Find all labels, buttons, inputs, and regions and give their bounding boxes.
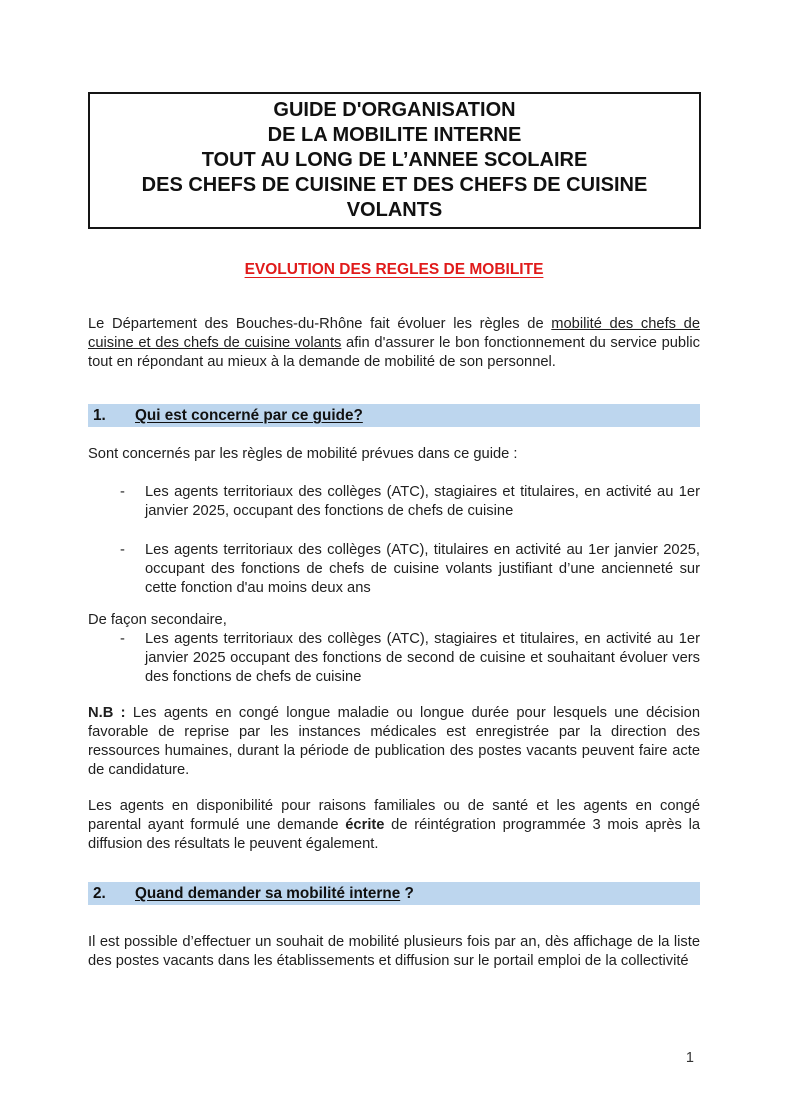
bullet-list	[88, 483, 700, 598]
secondary-bullet-list	[88, 630, 700, 687]
availability-bold-word: écrite	[345, 817, 385, 833]
title-line-5: VOLANTS	[346, 199, 443, 221]
section-2-paragraph: Il est possible d’effectuer un souhait de mobilité plusieurs fois par an, dès affichage de la liste des postes vacants dans les établissements et diffusion sur le portail emploi de la collectivité	[88, 934, 700, 969]
main-heading	[88, 260, 700, 280]
intro-text-2: afin d'assurer le bon fonctionnement du service public tout en répondant au mieux à la demande de mobilité de son personnel.	[88, 335, 700, 370]
secondary-intro: De façon secondaire,	[88, 612, 227, 628]
title-line-4: DES CHEFS DE CUISINE ET DES CHEFS DE CUISINE	[141, 174, 648, 196]
section-2-title-suffix: ?	[400, 885, 414, 902]
intro-underlined-text: mobilité des chefs de cuisine et des chefs de cuisine volants	[88, 316, 700, 351]
availability-paragraph	[88, 797, 700, 854]
section-2-number: 2.	[93, 885, 106, 902]
title-box	[88, 92, 701, 229]
intro-paragraph	[88, 315, 700, 372]
availability-text-1: Les agents en disponibilité pour raisons familiales ou de santé et les agents en congé parental ayant formulé une demande	[88, 798, 700, 833]
main-heading-text: EVOLUTION DES REGLES DE MOBILITE	[244, 261, 544, 278]
section-2-title: Quand demander sa mobilité interne	[135, 885, 401, 902]
title-line-2: DE LA MOBILITE INTERNE	[267, 124, 522, 146]
availability-text-2: de réintégration programmée 3 mois après la diffusion des résultats le peuvent également.	[88, 817, 700, 852]
page-number: 1	[685, 1050, 694, 1066]
list-item: - Les agents territoriaux des collèges (ATC), stagiaires et titulaires, en activité au 1er janvier 2025, occupant des fonctions de chefs de cuisine	[88, 483, 700, 521]
nb-label: N.B :	[88, 705, 126, 721]
title-line-3: TOUT AU LONG DE L’ANNEE SCOLAIRE	[201, 149, 588, 171]
intro-text-1: Le Département des Bouches-du-Rhône fait évoluer les règles de	[88, 316, 552, 332]
section-1-lead: Sont concernés par les règles de mobilité prévues dans ce guide :	[88, 446, 518, 462]
list-item: - Les agents territoriaux des collèges (ATC), titulaires en activité au 1er janvier 2025, occupant des fonctions de chefs de cuisine volants justifiant d’une ancienneté sur cette fonction d'au moins deux ans	[88, 541, 700, 598]
section-2-header	[88, 882, 700, 905]
section-1-header	[88, 404, 700, 427]
nb-text: Les agents en congé longue maladie ou longue durée pour lesquels une décision favorable de reprise par les instances médicales est enregistrée par la direction des ressources humaines, durant la période de publication des postes vacants peuvent faire acte de candidature.	[88, 705, 700, 778]
section-1-title: Qui est concerné par ce guide?	[135, 407, 363, 424]
section-1-number: 1.	[93, 407, 106, 424]
list-item: - Les agents territoriaux des collèges (ATC), stagiaires et titulaires, en activité au 1er janvier 2025 occupant des fonctions de second de cuisine et souhaitant évoluer vers des fonctions de chefs de cuisine	[88, 630, 700, 687]
title-line-1: GUIDE D'ORGANISATION	[273, 99, 516, 121]
nb-paragraph	[88, 704, 700, 780]
